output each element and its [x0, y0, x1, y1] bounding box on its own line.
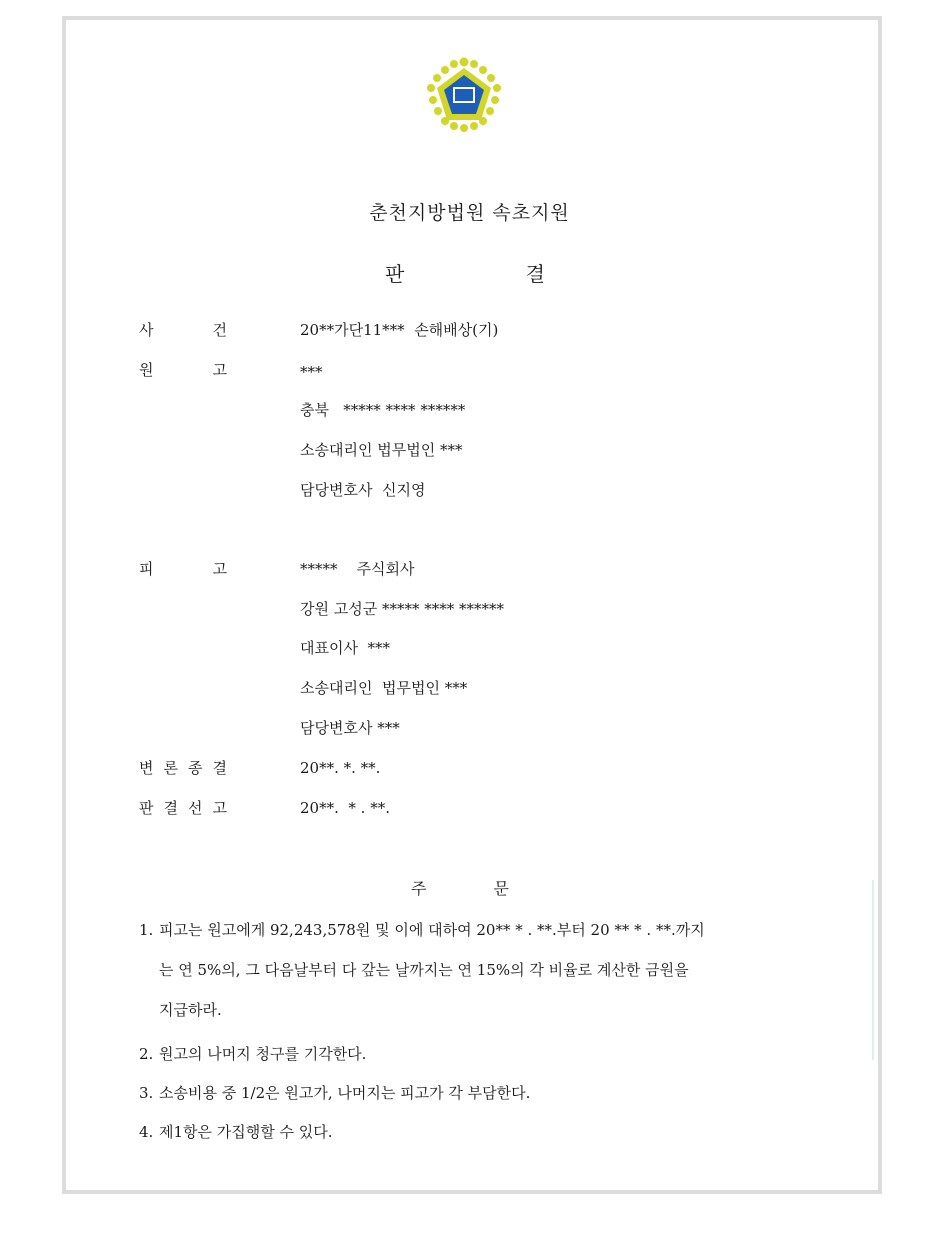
defendant-name: ***** 주식회사	[300, 560, 415, 578]
order-item-1-continuation: 는 연 5%의, 그 다음날부터 다 갚는 날까지는 연 15%의 각 비율로 계산한 금원을	[159, 961, 689, 979]
order-section-title: 주 문	[411, 879, 509, 898]
document-title	[385, 258, 545, 287]
order-item-text: 제1항은 가집행할 수 있다.	[159, 1123, 333, 1141]
defendant-representative: 대표이사 ***	[300, 639, 390, 657]
case-number: 20**가단11*** 손해배상(기)	[300, 321, 499, 339]
order-item-2	[139, 1044, 789, 1064]
order-item-text: 피고는 원고에게 92,243,578원 및 이에 대하여 20** * . **.부터 20 ** * . **.까지	[159, 921, 705, 939]
title-char: 판	[385, 262, 405, 286]
defendant-address: 강원 고성군 ***** **** ******	[300, 600, 505, 618]
court-name: 춘천지방법원 속초지원	[369, 202, 570, 224]
order-item-number: 1.	[139, 921, 154, 939]
court-emblem-icon	[425, 56, 503, 132]
order-item-number: 2.	[139, 1045, 154, 1063]
defendant-attorney: 담당변호사 ***	[300, 719, 400, 737]
order-item-4	[139, 1122, 789, 1142]
case-label: 사 건	[139, 321, 227, 339]
order-item-text: 소송비용 중 1/2은 원고가, 나머지는 피고가 각 부담한다.	[159, 1084, 531, 1102]
defendant-label: 피 고	[139, 560, 227, 578]
order-item-text: 원고의 나머지 청구를 기각한다.	[159, 1045, 367, 1063]
order-item-3	[139, 1083, 789, 1103]
order-item-number: 4.	[139, 1123, 154, 1141]
title-char: 결	[525, 262, 545, 286]
plaintiff-label: 원 고	[139, 361, 227, 379]
order-item-number: 3.	[139, 1084, 154, 1102]
scan-edge-mark	[872, 880, 874, 1060]
judgment-date: 20**. * . **.	[300, 799, 390, 817]
plaintiff-attorney: 담당변호사 신지영	[300, 481, 426, 499]
plaintiff-address: 충북 ***** **** ******	[300, 401, 466, 419]
order-item-1	[139, 920, 784, 940]
judgment-date-label: 판 결 선 고	[139, 799, 227, 817]
plaintiff-counsel: 소송대리인 법무법인 ***	[300, 441, 463, 459]
argument-closed-date: 20**. *. **.	[300, 759, 381, 777]
plaintiff-name: ***	[300, 363, 323, 381]
defendant-counsel: 소송대리인 법무법인 ***	[300, 679, 468, 697]
argument-closed-label: 변 론 종 결	[139, 759, 227, 777]
order-item-1-continuation: 지급하라.	[159, 1001, 222, 1019]
